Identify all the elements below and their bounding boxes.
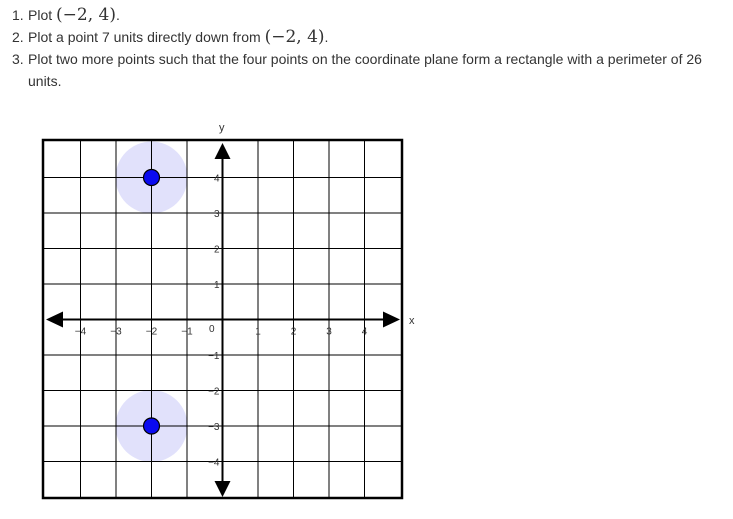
instruction-coordinate: (−2, 4) [264,27,325,47]
x-axis-arrow-left [46,312,63,328]
y-tick-label: −4 [208,457,220,469]
x-axis-label: x [409,315,415,327]
x-tick-label: 3 [326,326,332,338]
y-axis-arrow-up [215,143,231,159]
y-tick-label: 2 [213,244,220,256]
origin-label: 0 [209,324,215,335]
y-axis-label: y [219,122,225,134]
plotted-point[interactable] [144,418,160,434]
y-tick-label: 1 [213,280,220,291]
x-axis-arrow-right [383,312,400,328]
x-tick-label: 2 [290,326,297,338]
y-tick-label: −2 [208,386,220,398]
x-tick-label: −2 [145,326,158,338]
y-tick-label: 3 [213,209,220,220]
y-tick-label: −1 [208,351,220,362]
instruction-text: Plot [28,7,57,23]
y-tick-label: 4 [213,173,220,185]
instruction-text: Plot two more points such that the four points on the coordinate plane form a rectangle with a perimeter of 26 units. [28,51,702,89]
y-axis-arrow-down [215,481,231,497]
x-tick-label: −4 [74,326,87,338]
x-tick-label: −1 [181,326,193,338]
instruction-text-end: . [324,29,329,45]
instruction-number: 1. [12,7,24,23]
instruction-number: 3. [12,51,24,67]
y-tick-label: −3 [208,422,220,433]
instruction-text: Plot a point 7 units directly down from [28,29,265,45]
x-tick-label: 1 [255,326,261,338]
x-tick-label: −3 [110,326,122,338]
plotted-point[interactable] [144,170,160,186]
instruction-text-end: . [115,7,120,23]
instruction-coordinate: (−2, 4) [56,5,116,25]
instruction-number: 2. [12,29,24,45]
x-tick-label: 4 [361,326,368,338]
axes [46,143,400,497]
